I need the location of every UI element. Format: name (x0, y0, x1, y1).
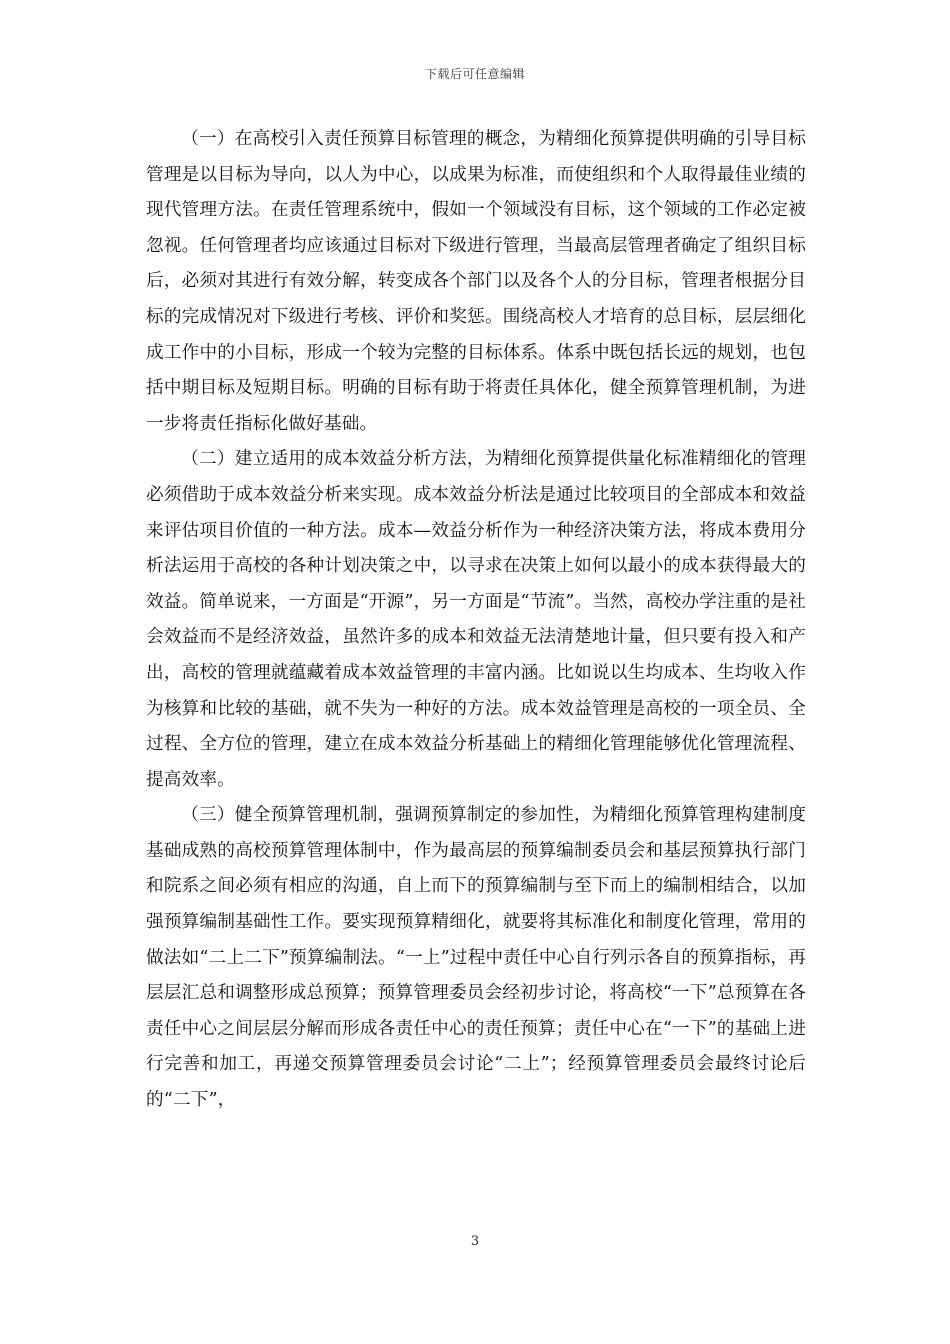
paragraph-2: （二）建立适用的成本效益分析方法，为精细化预算提供量化标准精细化的管理必须借助于成本效益分析来实现。成本效益分析法是通过比较项目的全部成本和效益来评估项目价值的一种方法。成本—效益分析作为一种经济决策方法，将成本费用分析法运用于高校的各种计划决策之中，以寻求在决策上如何以最小的成本获得最大的效益。简单说来，一方面是“开源”，另一方面是“节流”。当然，高校办学注重的是社会效益而不是经济效益，虽然许多的成本和效益无法清楚地计量，但只要有投入和产出，高校的管理就蕴藏着成本效益管理的丰富内涵。比如说以生均成本、生均收入作为核算和比较的基础，就不失为一种好的方法。成本效益管理是高校的一项全员、全过程、全方位的管理，建立在成本效益分析基础上的精细化管理能够优化管理流程、提高效率。 (146, 449, 806, 790)
paragraph-3: （三）健全预算管理机制，强调预算制定的参加性，为精细化预算管理构建制度基础成熟的高校预算管理体制中，作为最高层的预算编制委员会和基层预算执行部门和院系之间必须有相应的沟通，自上而下的预算编制与至下而上的编制相结合，以加强预算编制基础性工作。要实现预算精细化，就要将其标准化和制度化管理，常用的做法如“二上二下”预算编制法。“一上”过程中责任中心自行列示各自的预算指标，再层层汇总和调整形成总预算；预算管理委员会经初步讨论，将高校“一下”总预算在各责任中心之间层层分解而形成各责任中心的责任预算；责任中心在“一下”的基础上进行完善和加工，再递交预算管理委员会讨论“二上”；经预算管理委员会最终讨论后的“二下”， (146, 805, 806, 1111)
paragraph-1: （一）在高校引入责任预算目标管理的概念，为精细化预算提供明确的引导目标管理是以目标为导向，以人为中心，以成果为标准，而使组织和个人取得最佳业绩的现代管理方法。在责任管理系统中，假如一个领域没有目标，这个领域的工作必定被忽视。任何管理者均应该通过目标对下级进行管理，当最高层管理者确定了组织目标后，必须对其进行有效分解，转变成各个部门以及各个人的分目标，管理者根据分目标的完成情况对下级进行考核、评价和奖惩。围绕高校人才培育的总目标，层层细化成工作中的小目标，形成一个较为完整的目标体系。体系中既包括长远的规划，也包括中期目标及短期目标。明确的目标有助于将责任具体化，健全预算管理机制，为进一步将责任指标化做好基础。 (146, 129, 806, 434)
document-body (146, 122, 806, 1119)
page-number: 3 (470, 1234, 480, 1249)
page-header: 下载后可任意编辑 (424, 67, 525, 81)
